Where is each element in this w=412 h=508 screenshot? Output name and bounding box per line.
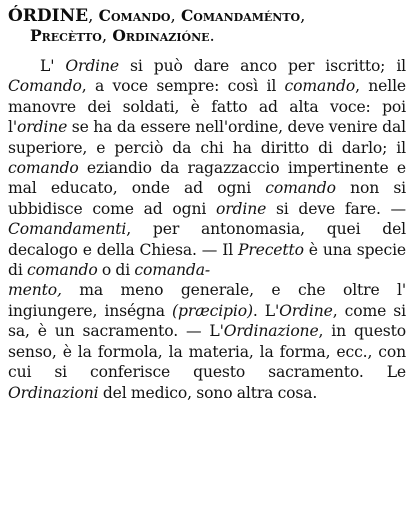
text-run: , nelle manovre dei soldati, è fatto ad alta voce: poi l' (8, 77, 406, 137)
headword-separator: , (101, 26, 113, 45)
term-comando: Comando (8, 77, 82, 96)
text-run: . L' (252, 301, 280, 320)
headword-separator: , (300, 6, 306, 25)
text-run: ma meno generale, e che oltre l' ingiungere, inségna (8, 281, 406, 320)
headword-synonym-comando: Comando (98, 6, 171, 25)
term-ordinazione: Ordinazione (223, 322, 319, 341)
term-ordine: Ordine (65, 57, 119, 75)
term-comando: comando (26, 261, 98, 280)
term-ordine: Ordine (279, 301, 333, 320)
text-run: , come si sa, è un sacramento. — L' (8, 301, 406, 341)
text-run: , in questo senso, è la formola, la materia, la forma, ecc., con cui si conferisce questo sacramento. Le (8, 322, 406, 382)
text-run: L' (40, 57, 66, 75)
text-run: è una specie di (8, 240, 406, 280)
headword-synonym-ordinazione: Ordinazióne (112, 26, 210, 45)
entry-headword (8, 6, 406, 46)
headword-main: ÓRDINE (8, 6, 89, 26)
headword-line-two (8, 26, 406, 46)
headword-separator: , (88, 6, 99, 25)
text-run: o di (97, 261, 135, 280)
text-run: si può dare anco per iscritto; il (118, 57, 407, 75)
text-run: si deve fare. — (266, 199, 406, 218)
entry-definition (8, 56, 406, 403)
text-run: eziandio da ragazzaccio impertinente e mal educato, onde ad ogni (8, 159, 406, 198)
dictionary-entry (8, 6, 406, 403)
term-ordine: ordine (215, 199, 267, 218)
term-precetto: Precetto (238, 240, 304, 259)
text-run: se ha da essere nell'ordine, deve venire dal superiore, e perciò da chi ha diritto di darlo; il (8, 118, 406, 157)
term-ordinazioni: Ordinazioni (8, 383, 99, 402)
term-comando: comando (265, 179, 336, 198)
term-comandamenti: Comandamenti (8, 220, 127, 239)
term-ordine: ordine (16, 118, 68, 137)
text-run: , a voce sempre: così il (81, 77, 285, 96)
headword-synonym-precetto: Precètto (30, 26, 102, 45)
text-run: non si ubbidisce come ad ogni (8, 179, 407, 218)
headword-separator: , (170, 6, 181, 25)
text-run: del medico, sono altra cosa. (98, 383, 318, 402)
term-comandamento-part1: comanda- (134, 261, 210, 280)
term-comandamento-part2: mento, (8, 281, 62, 300)
text-run: , per antonomasia, quei del decalogo e della Chiesa. — Il (8, 220, 406, 259)
term-praecipio: (præcipio) (172, 301, 253, 320)
headword-synonym-comandamento: Comandaménto (180, 6, 301, 25)
headword-end: . (209, 26, 215, 45)
term-comando: comando (8, 159, 79, 178)
term-comando: comando (284, 77, 356, 96)
